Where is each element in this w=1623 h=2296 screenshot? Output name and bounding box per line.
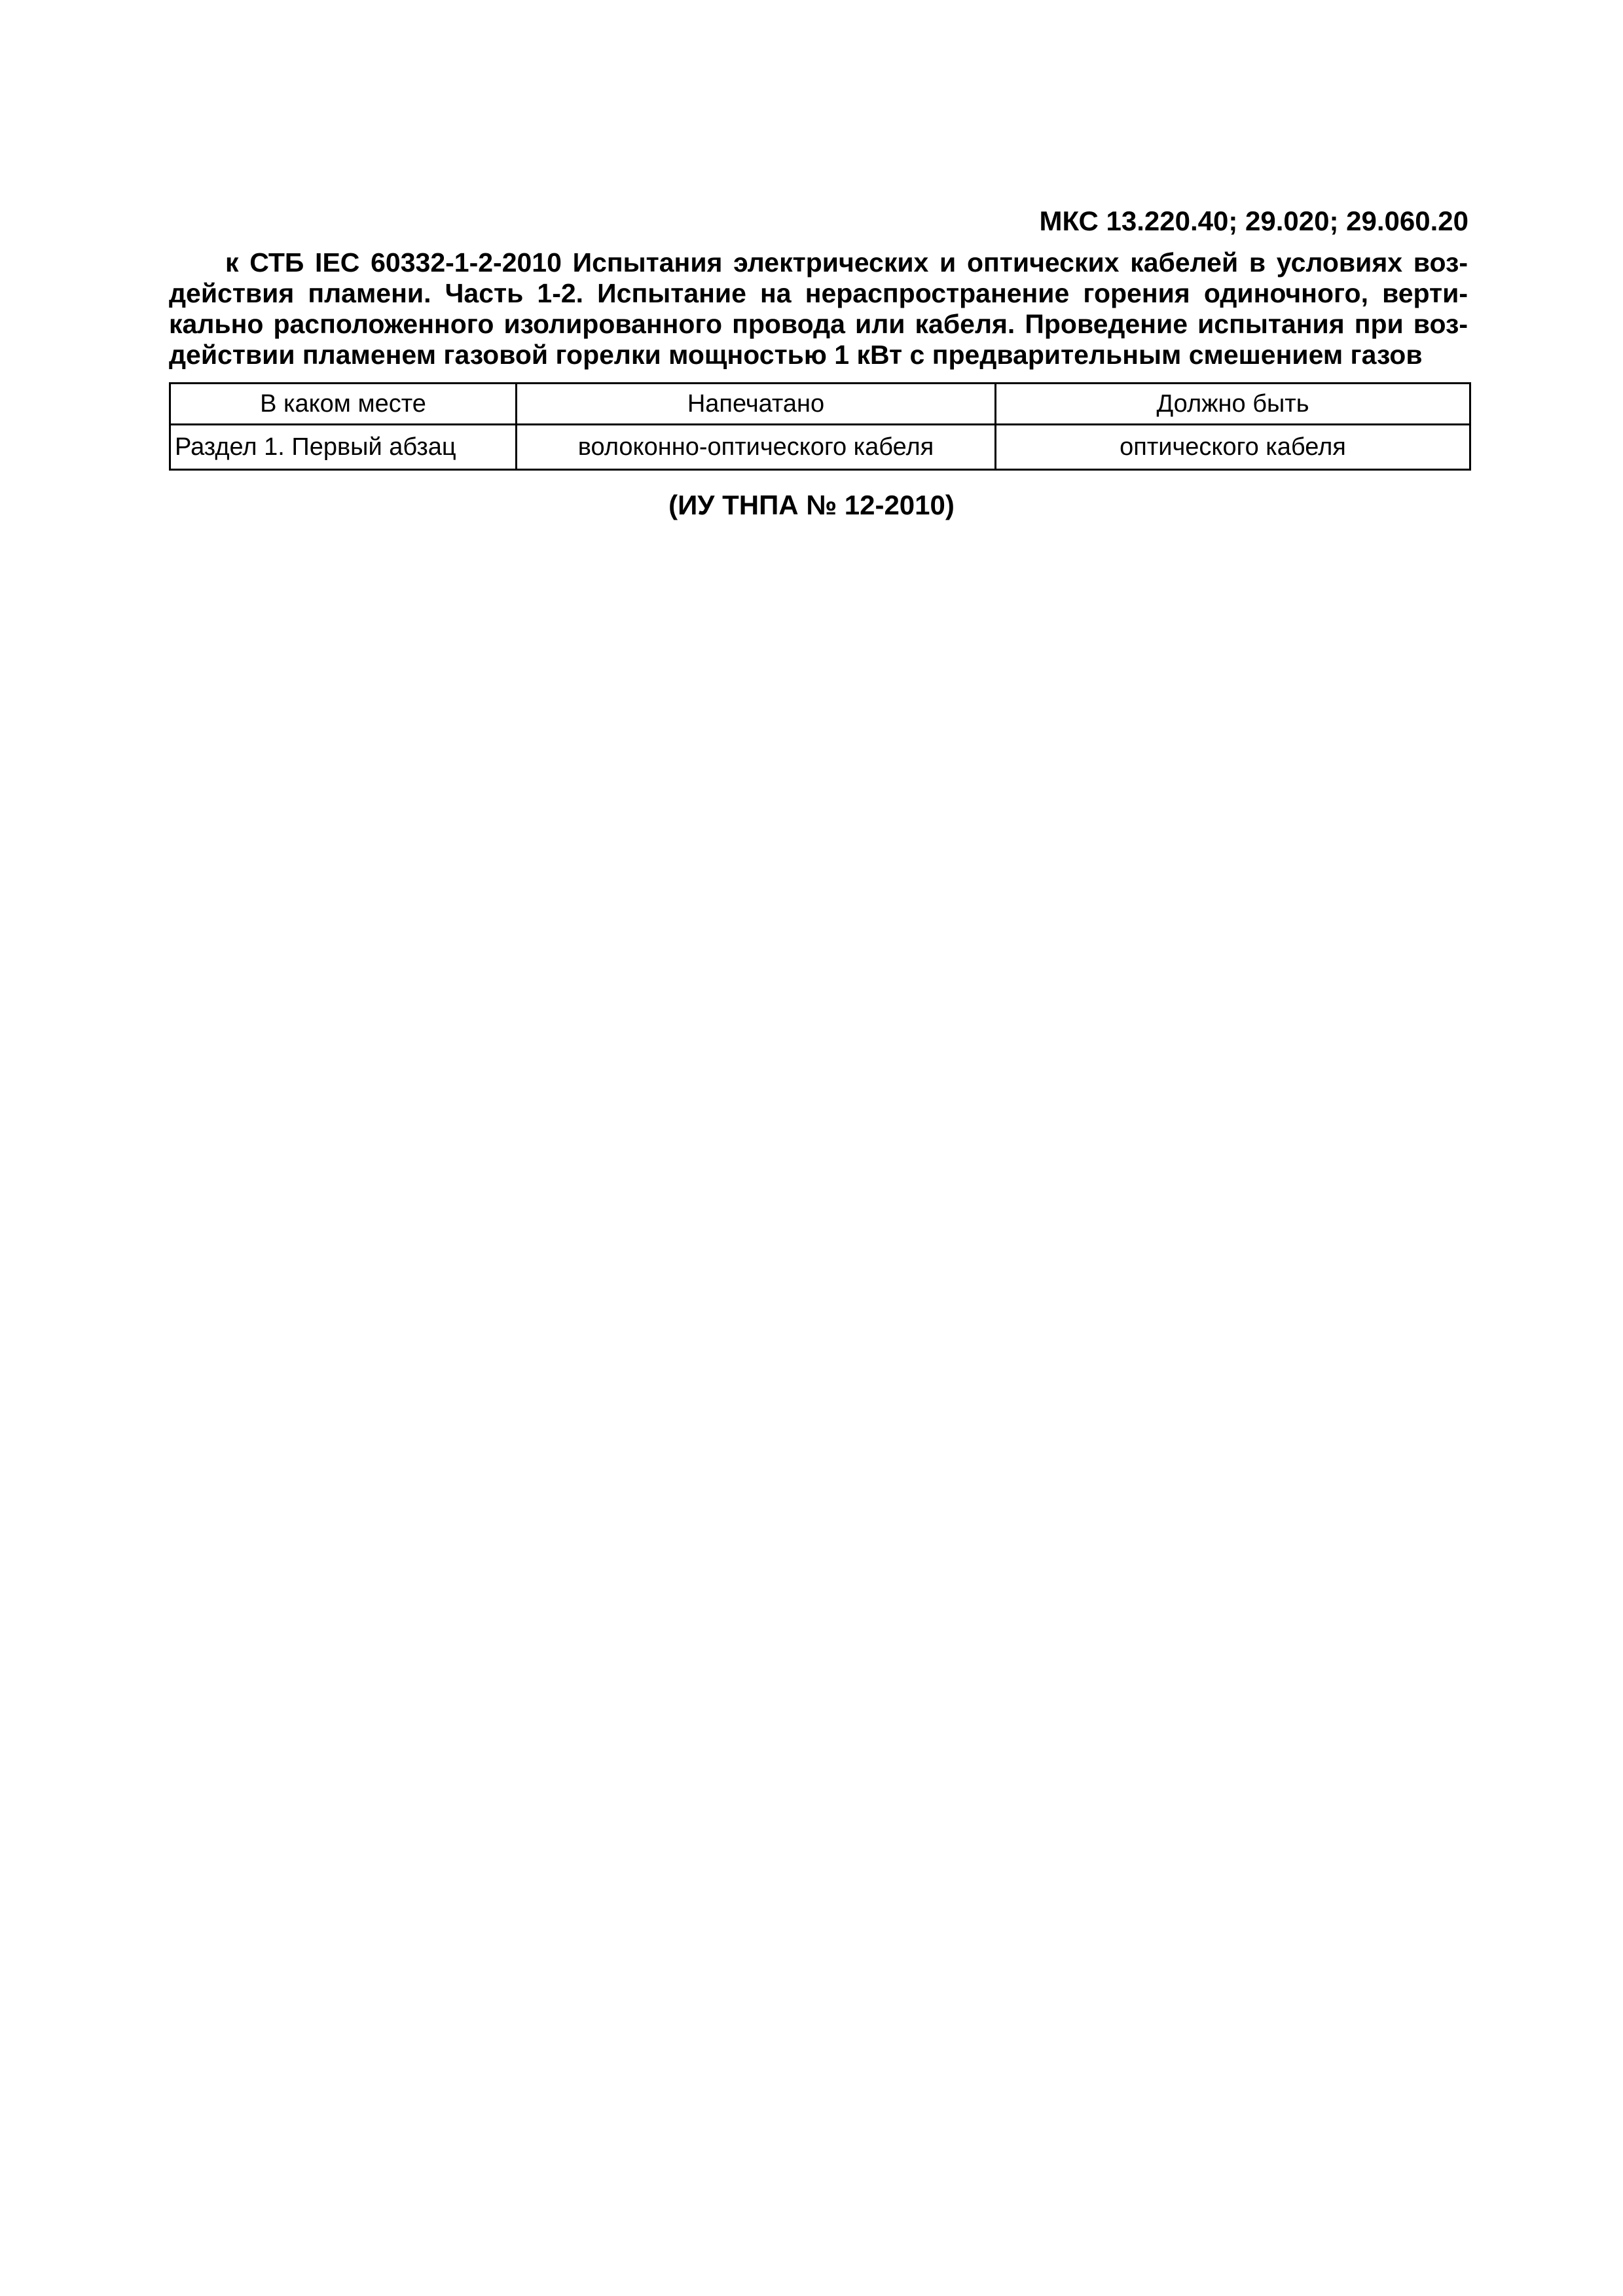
- cell-should-be: оптического кабеля: [996, 425, 1470, 470]
- errata-table: [169, 382, 1471, 471]
- column-header-place: В каком месте: [170, 384, 517, 425]
- cell-printed: волоконно-оптического кабеля: [517, 425, 996, 470]
- column-header-should-be: Должно быть: [996, 384, 1470, 425]
- table-row: [170, 425, 1470, 470]
- mks-codes: МКС 13.220.40; 29.020; 29.060.20: [1039, 206, 1468, 236]
- footer-reference: (ИУ ТНПА № 12-2010): [668, 490, 955, 520]
- column-header-printed: Напечатано: [517, 384, 996, 425]
- table-header-row: [170, 384, 1470, 425]
- document-title: к СТБ IEC 60332-1-2-2010 Испытания электрических и оптических кабелей в условиях воздействия пламени. Часть 1-2. Испытание на нераспространение горения одиночного, вертикально расположенного изолированного провода или кабеля. Проведение испытания при воздействии пламенем газовой горелки мощностью 1 кВт с предварительным смешением газов: [169, 247, 1468, 370]
- cell-place: Раздел 1. Первый абзац: [170, 425, 517, 470]
